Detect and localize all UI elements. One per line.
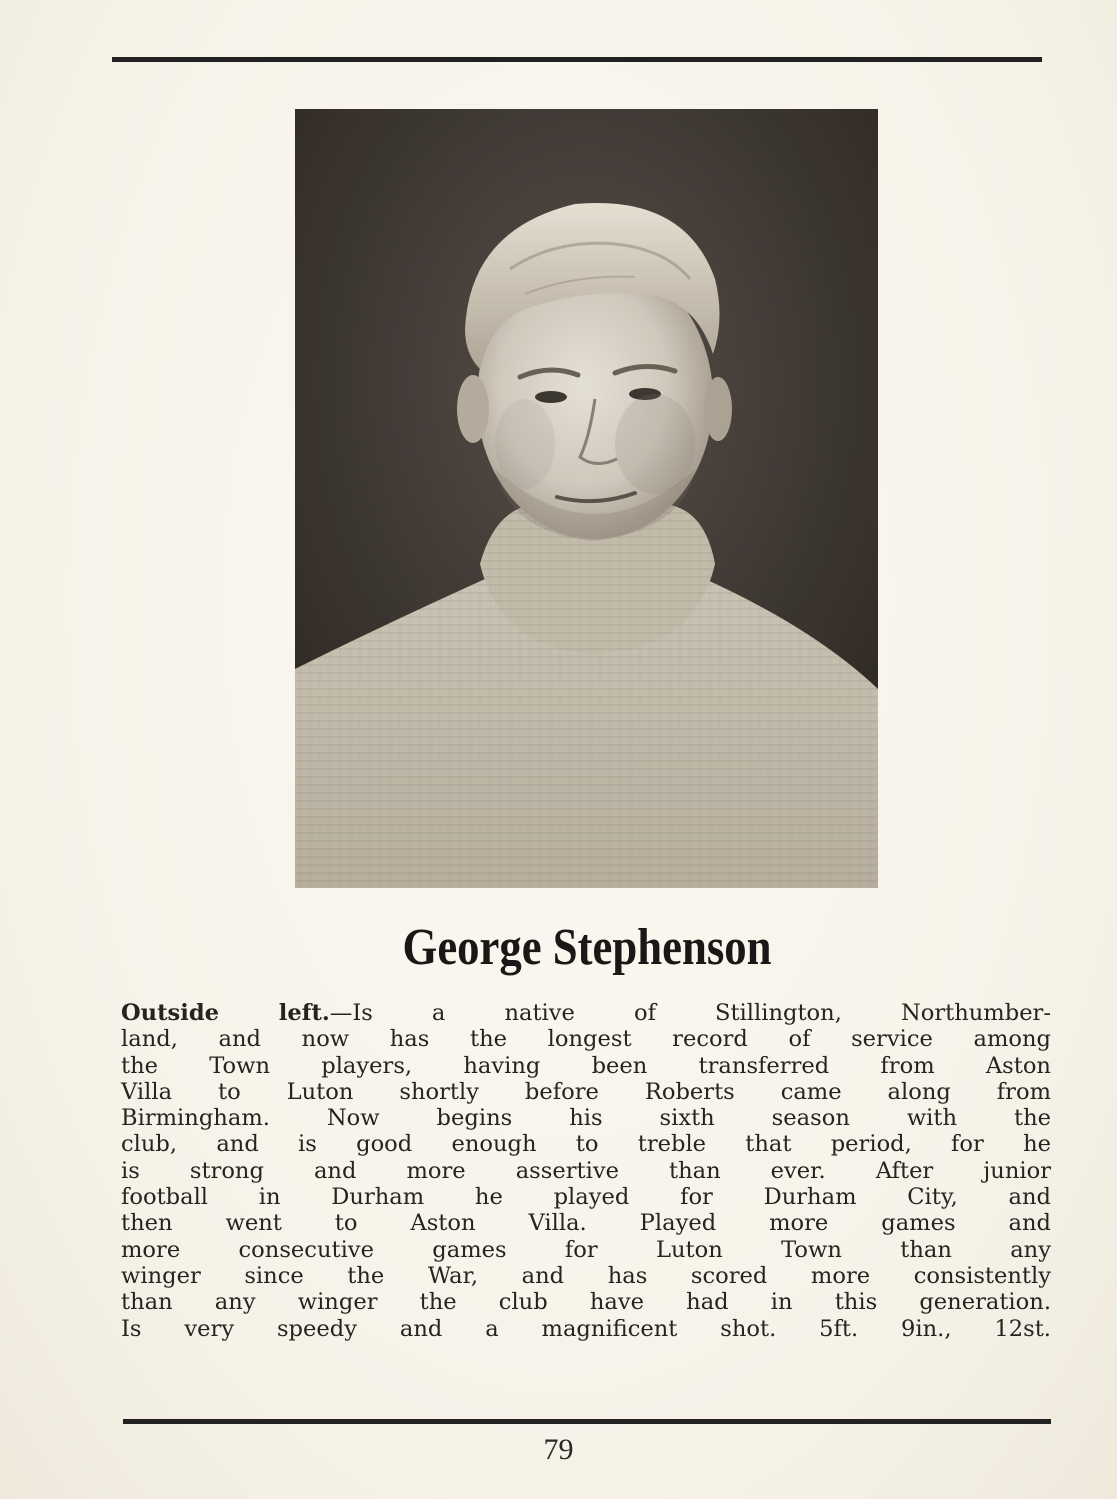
bio-line: football in Durham he played for Durham City, and (121, 1184, 1051, 1211)
top-rule (112, 57, 1042, 62)
bio-line: Outside left.—Is a native of Stillington, Northumber- (121, 1000, 1051, 1026)
bio-line: winger since the War, and has scored more consistently (121, 1262, 1051, 1289)
player-portrait-photo (295, 109, 878, 888)
bio-line: is strong and more assertive than ever. After junior (121, 1157, 1051, 1184)
bio-line: then went to Aston Villa. Played more games and (121, 1210, 1051, 1237)
bio-line: the Town players, having been transferred from Aston (121, 1052, 1051, 1079)
player-biography (121, 1000, 1051, 1342)
player-name-heading: George Stephenson (402, 919, 772, 976)
bio-line: land, and now has the longest record of service among (121, 1026, 1051, 1053)
bio-line: Villa to Luton shortly before Roberts came along from (121, 1078, 1051, 1105)
bio-line: Birmingham. Now begins his sixth season with the (121, 1105, 1051, 1132)
bio-line: club, and is good enough to treble that period, for he (121, 1131, 1051, 1158)
page-number: 79 (543, 1433, 574, 1466)
bio-line: than any winger the club have had in this generation. (121, 1289, 1051, 1316)
bottom-rule (123, 1419, 1051, 1424)
bio-line: more consecutive games for Luton Town than any (121, 1236, 1051, 1263)
bio-line: Is very speedy and a magnificent shot. 5ft. 9in., 12st. (121, 1315, 1051, 1342)
position-lead: Outside left. (121, 1000, 330, 1026)
